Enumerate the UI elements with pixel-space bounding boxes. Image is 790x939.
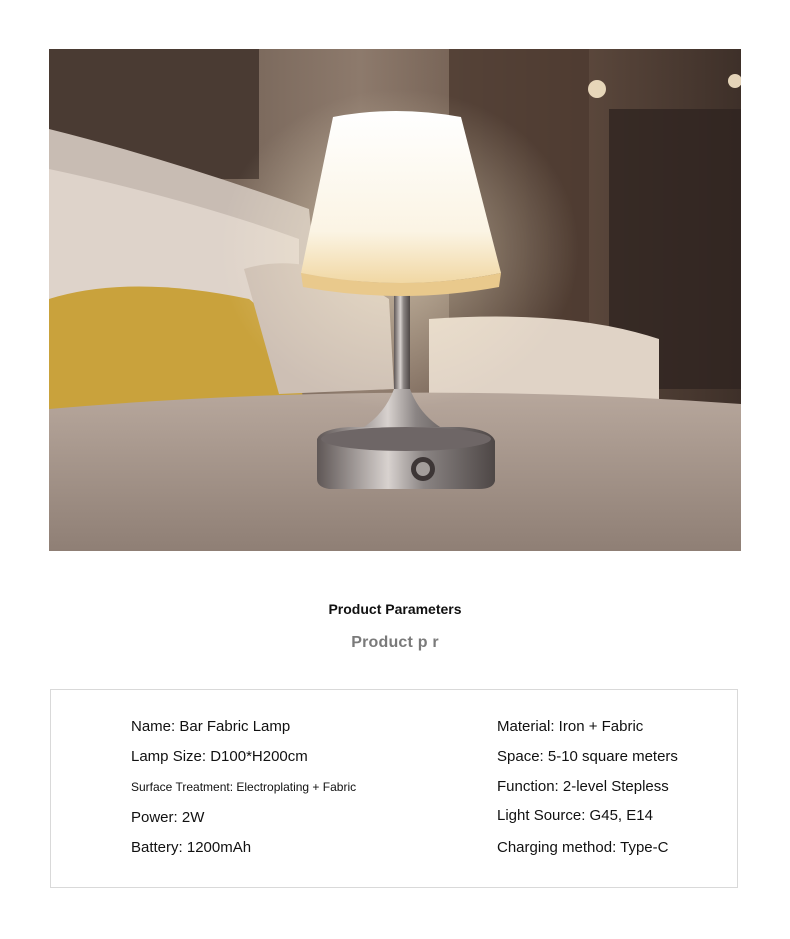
section-title: Product Parameters xyxy=(328,601,462,617)
param-light-source: Light Source: G45, E14 xyxy=(497,807,653,824)
param-lamp-size: Lamp Size: D100*H200cm xyxy=(131,748,308,765)
param-material: Material: Iron + Fabric xyxy=(497,718,644,735)
param-space: Space: 5-10 square meters xyxy=(497,748,678,765)
param-power: Power: 2W xyxy=(131,809,205,826)
param-function: Function: 2-level Stepless xyxy=(497,778,669,795)
param-charging-method: Charging method: Type-C xyxy=(497,839,669,856)
section-subtitle: Product p r xyxy=(351,634,439,651)
param-name: Name: Bar Fabric Lamp xyxy=(131,718,291,735)
param-battery: Battery: 1200mAh xyxy=(131,839,252,856)
parameters-table xyxy=(50,689,738,888)
product-photo xyxy=(49,49,741,551)
param-surface-treatment: Surface Treatment: Electroplating + Fabric xyxy=(131,780,357,794)
